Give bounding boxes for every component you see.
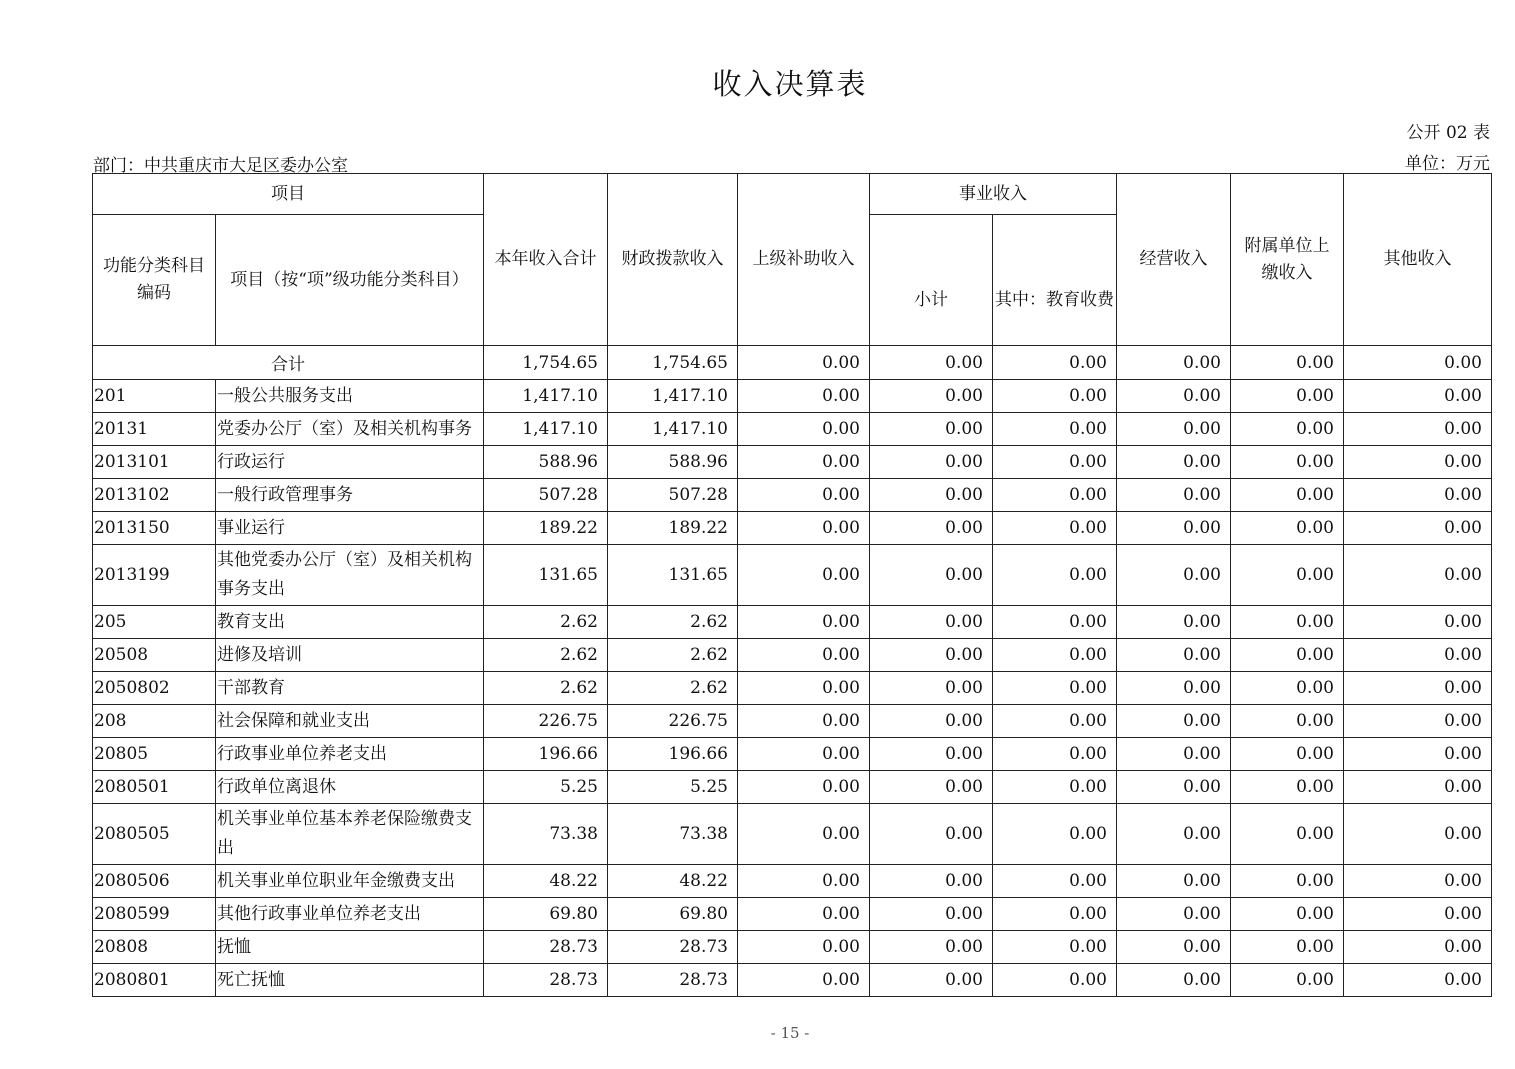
- cell-fiscal: 1,417.10: [608, 380, 738, 413]
- cell-operating: 0.00: [1117, 771, 1231, 804]
- department-label: 部门：中共重庆市大足区委办公室: [93, 156, 348, 176]
- cell-fiscal: 189.22: [608, 512, 738, 545]
- cell-name: 机关事业单位职业年金缴费支出: [216, 865, 484, 898]
- cell-subtotal: 0.00: [870, 931, 993, 964]
- cell-affiliate: 0.00: [1231, 545, 1344, 606]
- cell-other: 0.00: [1344, 479, 1492, 512]
- cell-total: 28.73: [484, 964, 608, 997]
- cell-edu-fee: 0.00: [993, 738, 1117, 771]
- table-row: [93, 446, 1492, 479]
- cell-name: 党委办公厅（室）及相关机构事务: [216, 413, 484, 446]
- cell-other: 0.00: [1344, 931, 1492, 964]
- cell-superior: 0.00: [738, 479, 870, 512]
- cell-subtotal: 0.00: [870, 446, 993, 479]
- cell-edu-fee: 0.00: [993, 606, 1117, 639]
- cell-fiscal: 131.65: [608, 545, 738, 606]
- header-business: 事业收入: [870, 174, 1117, 215]
- cell-operating: 0.00: [1117, 346, 1231, 380]
- cell-name: 干部教育: [216, 672, 484, 705]
- header-edu-fee: 其中：教育收费: [993, 215, 1117, 346]
- cell-total: 588.96: [484, 446, 608, 479]
- cell-subtotal: 0.00: [870, 705, 993, 738]
- header-subtotal: 小计: [870, 215, 993, 346]
- cell-edu-fee: 0.00: [993, 545, 1117, 606]
- cell-superior: 0.00: [738, 898, 870, 931]
- cell-operating: 0.00: [1117, 964, 1231, 997]
- cell-fiscal: 2.62: [608, 606, 738, 639]
- cell-name: 抚恤: [216, 931, 484, 964]
- cell-superior: 0.00: [738, 606, 870, 639]
- cell-edu-fee: 0.00: [993, 771, 1117, 804]
- cell-edu-fee: 0.00: [993, 380, 1117, 413]
- cell-total: 1,417.10: [484, 380, 608, 413]
- cell-subtotal: 0.00: [870, 346, 993, 380]
- cell-other: 0.00: [1344, 639, 1492, 672]
- cell-other: 0.00: [1344, 898, 1492, 931]
- cell-subtotal: 0.00: [870, 545, 993, 606]
- cell-name: 一般行政管理事务: [216, 479, 484, 512]
- cell-superior: 0.00: [738, 380, 870, 413]
- cell-total: 131.65: [484, 545, 608, 606]
- cell-edu-fee: 0.00: [993, 479, 1117, 512]
- cell-superior: 0.00: [738, 964, 870, 997]
- cell-subtotal: 0.00: [870, 479, 993, 512]
- cell-affiliate: 0.00: [1231, 512, 1344, 545]
- cell-total: 189.22: [484, 512, 608, 545]
- table-row: [93, 931, 1492, 964]
- cell-subtotal: 0.00: [870, 639, 993, 672]
- cell-affiliate: 0.00: [1231, 771, 1344, 804]
- cell-operating: 0.00: [1117, 865, 1231, 898]
- cell-affiliate: 0.00: [1231, 705, 1344, 738]
- cell-edu-fee: 0.00: [993, 705, 1117, 738]
- header-other: 其他收入: [1344, 174, 1492, 346]
- cell-other: 0.00: [1344, 738, 1492, 771]
- cell-fiscal: 2.62: [608, 672, 738, 705]
- cell-superior: 0.00: [738, 346, 870, 380]
- cell-fiscal: 588.96: [608, 446, 738, 479]
- table-row: [93, 512, 1492, 545]
- cell-total: 2.62: [484, 672, 608, 705]
- table-row: [93, 545, 1492, 606]
- cell-total: 5.25: [484, 771, 608, 804]
- cell-affiliate: 0.00: [1231, 380, 1344, 413]
- cell-fiscal: 2.62: [608, 639, 738, 672]
- cell-name: 死亡抚恤: [216, 964, 484, 997]
- table-row: [93, 413, 1492, 446]
- cell-affiliate: 0.00: [1231, 479, 1344, 512]
- header-fiscal: 财政拨款收入: [608, 174, 738, 346]
- cell-superior: 0.00: [738, 865, 870, 898]
- cell-other: 0.00: [1344, 512, 1492, 545]
- cell-operating: 0.00: [1117, 804, 1231, 865]
- cell-subtotal: 0.00: [870, 964, 993, 997]
- table-row: [93, 964, 1492, 997]
- cell-name: 其他行政事业单位养老支出: [216, 898, 484, 931]
- cell-name: 事业运行: [216, 512, 484, 545]
- cell-edu-fee: 0.00: [993, 931, 1117, 964]
- cell-affiliate: 0.00: [1231, 346, 1344, 380]
- page-number: - 15 -: [770, 1024, 810, 1042]
- cell-edu-fee: 0.00: [993, 865, 1117, 898]
- cell-subtotal: 0.00: [870, 898, 993, 931]
- cell-code: 20808: [93, 931, 216, 964]
- cell-total: 2.62: [484, 639, 608, 672]
- cell-edu-fee: 0.00: [993, 639, 1117, 672]
- unit-label: 单位：万元: [1405, 154, 1490, 174]
- form-number: 公开 02 表: [1406, 123, 1490, 143]
- cell-total: 69.80: [484, 898, 608, 931]
- header-project: 项目: [93, 174, 484, 215]
- cell-operating: 0.00: [1117, 672, 1231, 705]
- cell-total: 28.73: [484, 931, 608, 964]
- page-title: 收入决算表: [712, 67, 868, 101]
- cell-fiscal: 196.66: [608, 738, 738, 771]
- cell-subtotal: 0.00: [870, 738, 993, 771]
- cell-operating: 0.00: [1117, 738, 1231, 771]
- cell-operating: 0.00: [1117, 705, 1231, 738]
- cell-name: 行政运行: [216, 446, 484, 479]
- cell-edu-fee: 0.00: [993, 346, 1117, 380]
- header-total: 本年收入合计: [484, 174, 608, 346]
- cell-operating: 0.00: [1117, 639, 1231, 672]
- cell-total: 1,417.10: [484, 413, 608, 446]
- cell-affiliate: 0.00: [1231, 931, 1344, 964]
- cell-code: 2080801: [93, 964, 216, 997]
- cell-name: 机关事业单位基本养老保险缴费支出: [216, 804, 484, 865]
- cell-affiliate: 0.00: [1231, 964, 1344, 997]
- cell-total: 48.22: [484, 865, 608, 898]
- cell-other: 0.00: [1344, 545, 1492, 606]
- income-table: [92, 173, 1492, 997]
- cell-other: 0.00: [1344, 446, 1492, 479]
- cell-other: 0.00: [1344, 865, 1492, 898]
- cell-superior: 0.00: [738, 771, 870, 804]
- cell-fiscal: 1,417.10: [608, 413, 738, 446]
- cell-other: 0.00: [1344, 346, 1492, 380]
- header-code: 功能分类科目编码: [93, 215, 216, 346]
- cell-superior: 0.00: [738, 931, 870, 964]
- cell-edu-fee: 0.00: [993, 672, 1117, 705]
- cell-affiliate: 0.00: [1231, 672, 1344, 705]
- cell-superior: 0.00: [738, 705, 870, 738]
- cell-code: 2080506: [93, 865, 216, 898]
- cell-operating: 0.00: [1117, 446, 1231, 479]
- table-row: [93, 479, 1492, 512]
- cell-subtotal: 0.00: [870, 512, 993, 545]
- cell-total: 73.38: [484, 804, 608, 865]
- cell-affiliate: 0.00: [1231, 446, 1344, 479]
- cell-edu-fee: 0.00: [993, 898, 1117, 931]
- cell-code: 2080501: [93, 771, 216, 804]
- cell-code: 20508: [93, 639, 216, 672]
- cell-fiscal: 73.38: [608, 804, 738, 865]
- cell-code: 2013150: [93, 512, 216, 545]
- cell-other: 0.00: [1344, 606, 1492, 639]
- cell-subtotal: 0.00: [870, 606, 993, 639]
- cell-other: 0.00: [1344, 705, 1492, 738]
- cell-subtotal: 0.00: [870, 771, 993, 804]
- table-row: [93, 705, 1492, 738]
- cell-subtotal: 0.00: [870, 804, 993, 865]
- cell-fiscal: 69.80: [608, 898, 738, 931]
- cell-subtotal: 0.00: [870, 865, 993, 898]
- cell-superior: 0.00: [738, 738, 870, 771]
- cell-fiscal: 28.73: [608, 964, 738, 997]
- cell-other: 0.00: [1344, 380, 1492, 413]
- cell-operating: 0.00: [1117, 931, 1231, 964]
- header-name: 项目（按“项”级功能分类科目）: [216, 215, 484, 346]
- cell-name: 进修及培训: [216, 639, 484, 672]
- cell-superior: 0.00: [738, 446, 870, 479]
- table-row-total: [93, 346, 1492, 380]
- table-body: [93, 346, 1492, 997]
- cell-other: 0.00: [1344, 964, 1492, 997]
- cell-edu-fee: 0.00: [993, 512, 1117, 545]
- cell-edu-fee: 0.00: [993, 804, 1117, 865]
- cell-operating: 0.00: [1117, 512, 1231, 545]
- cell-affiliate: 0.00: [1231, 413, 1344, 446]
- cell-superior: 0.00: [738, 639, 870, 672]
- cell-affiliate: 0.00: [1231, 804, 1344, 865]
- cell-fiscal: 226.75: [608, 705, 738, 738]
- cell-operating: 0.00: [1117, 413, 1231, 446]
- total-label: 合计: [93, 346, 484, 380]
- cell-total: 196.66: [484, 738, 608, 771]
- cell-fiscal: 5.25: [608, 771, 738, 804]
- cell-total: 507.28: [484, 479, 608, 512]
- header-operating: 经营收入: [1117, 174, 1231, 346]
- cell-subtotal: 0.00: [870, 380, 993, 413]
- cell-code: 208: [93, 705, 216, 738]
- cell-other: 0.00: [1344, 413, 1492, 446]
- cell-affiliate: 0.00: [1231, 738, 1344, 771]
- cell-fiscal: 28.73: [608, 931, 738, 964]
- cell-fiscal: 507.28: [608, 479, 738, 512]
- cell-superior: 0.00: [738, 672, 870, 705]
- cell-fiscal: 1,754.65: [608, 346, 738, 380]
- cell-code: 2050802: [93, 672, 216, 705]
- table-row: [93, 898, 1492, 931]
- table-row: [93, 738, 1492, 771]
- cell-code: 205: [93, 606, 216, 639]
- cell-operating: 0.00: [1117, 545, 1231, 606]
- cell-edu-fee: 0.00: [993, 413, 1117, 446]
- table-row: [93, 672, 1492, 705]
- cell-code: 2013102: [93, 479, 216, 512]
- cell-code: 201: [93, 380, 216, 413]
- table-row: [93, 380, 1492, 413]
- table-row: [93, 865, 1492, 898]
- cell-edu-fee: 0.00: [993, 446, 1117, 479]
- cell-name: 一般公共服务支出: [216, 380, 484, 413]
- cell-affiliate: 0.00: [1231, 898, 1344, 931]
- table-row: [93, 606, 1492, 639]
- header-affiliate: 附属单位上缴收入: [1231, 174, 1344, 346]
- cell-code: 20131: [93, 413, 216, 446]
- table-row: [93, 771, 1492, 804]
- cell-superior: 0.00: [738, 804, 870, 865]
- cell-superior: 0.00: [738, 413, 870, 446]
- cell-code: 2013199: [93, 545, 216, 606]
- cell-edu-fee: 0.00: [993, 964, 1117, 997]
- cell-name: 其他党委办公厅（室）及相关机构事务支出: [216, 545, 484, 606]
- cell-operating: 0.00: [1117, 479, 1231, 512]
- cell-superior: 0.00: [738, 512, 870, 545]
- cell-other: 0.00: [1344, 804, 1492, 865]
- cell-other: 0.00: [1344, 771, 1492, 804]
- cell-affiliate: 0.00: [1231, 639, 1344, 672]
- cell-name: 行政事业单位养老支出: [216, 738, 484, 771]
- cell-code: 20805: [93, 738, 216, 771]
- cell-operating: 0.00: [1117, 380, 1231, 413]
- cell-total: 1,754.65: [484, 346, 608, 380]
- cell-code: 2013101: [93, 446, 216, 479]
- table-row: [93, 639, 1492, 672]
- cell-affiliate: 0.00: [1231, 606, 1344, 639]
- cell-name: 行政单位离退休: [216, 771, 484, 804]
- cell-subtotal: 0.00: [870, 413, 993, 446]
- cell-code: 2080505: [93, 804, 216, 865]
- cell-operating: 0.00: [1117, 898, 1231, 931]
- cell-total: 226.75: [484, 705, 608, 738]
- cell-other: 0.00: [1344, 672, 1492, 705]
- cell-code: 2080599: [93, 898, 216, 931]
- header-superior: 上级补助收入: [738, 174, 870, 346]
- cell-name: 教育支出: [216, 606, 484, 639]
- cell-name: 社会保障和就业支出: [216, 705, 484, 738]
- cell-fiscal: 48.22: [608, 865, 738, 898]
- table-row: [93, 804, 1492, 865]
- cell-affiliate: 0.00: [1231, 865, 1344, 898]
- cell-subtotal: 0.00: [870, 672, 993, 705]
- cell-total: 2.62: [484, 606, 608, 639]
- cell-operating: 0.00: [1117, 606, 1231, 639]
- table-header: [93, 174, 1492, 346]
- cell-superior: 0.00: [738, 545, 870, 606]
